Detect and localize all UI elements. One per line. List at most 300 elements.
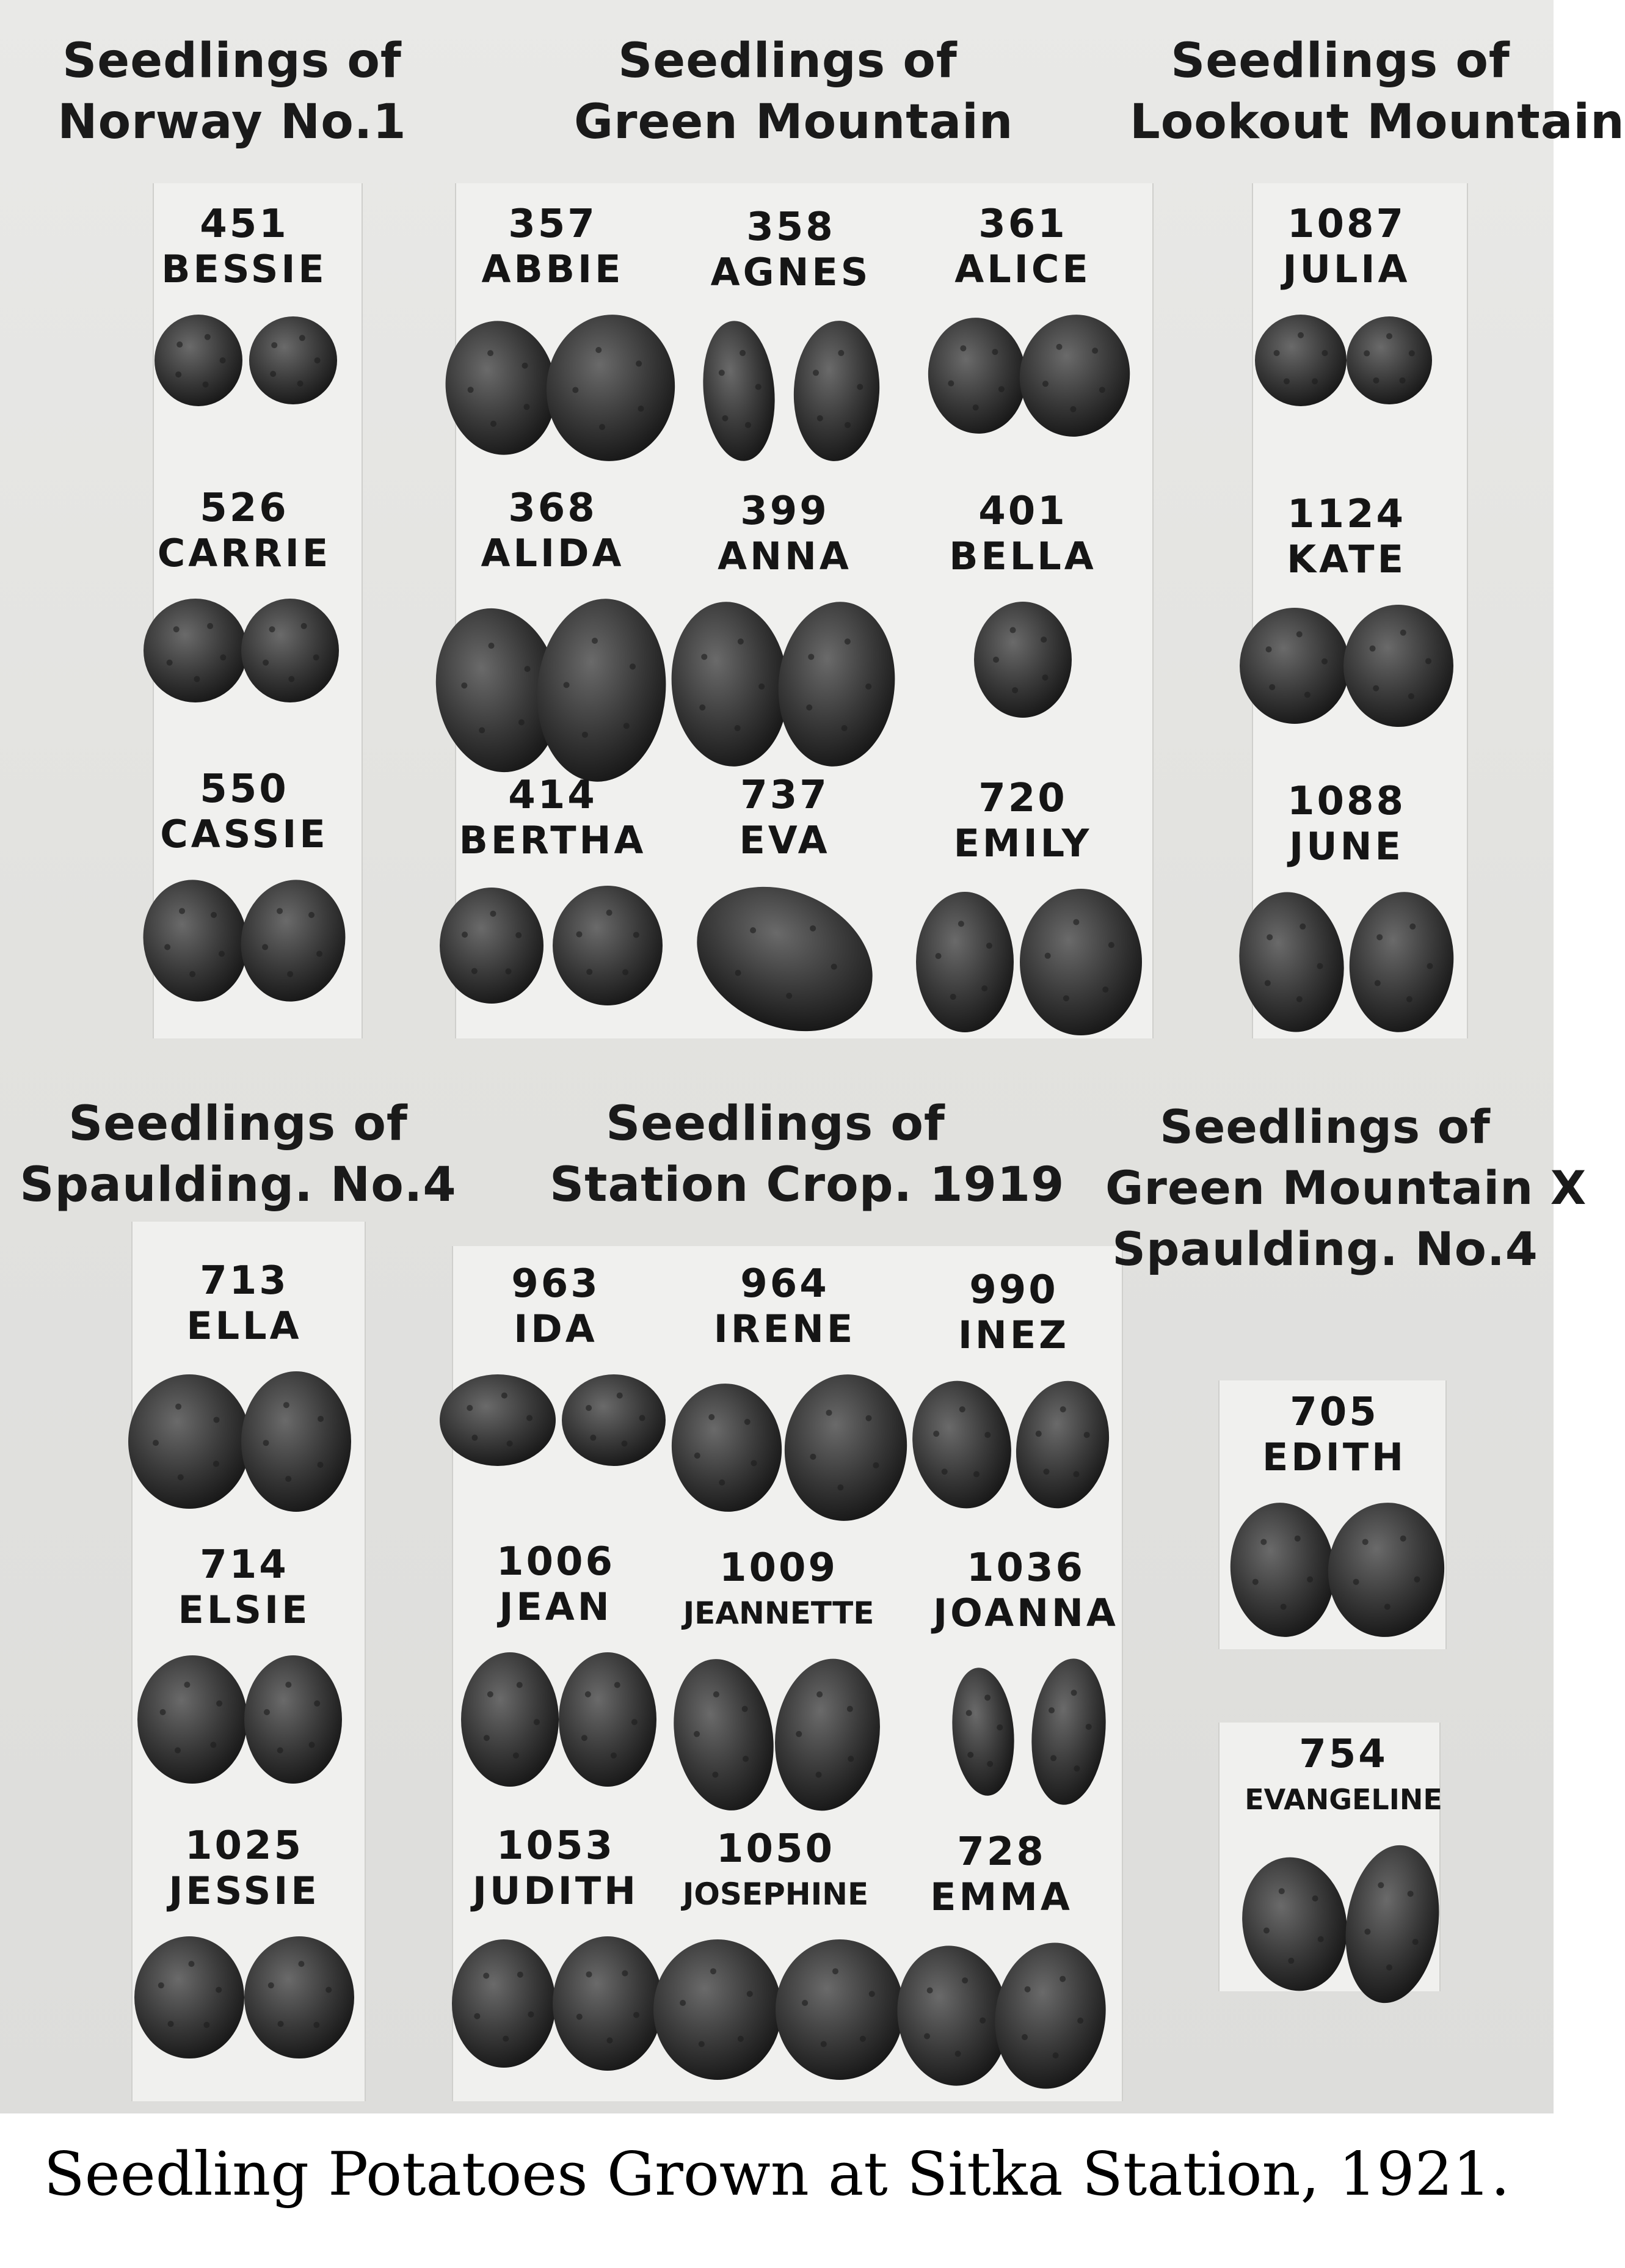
potato-eye <box>461 682 467 688</box>
potato-eye <box>680 2000 686 2006</box>
potato-eye <box>980 2018 986 2024</box>
potato-eye <box>699 2041 705 2047</box>
potato-eye <box>973 404 979 410</box>
potato-eye <box>1362 1539 1369 1545</box>
potato-eye <box>301 623 307 629</box>
potato-eye <box>468 387 474 393</box>
potato-eye <box>189 971 195 977</box>
potato-eye <box>847 1706 853 1712</box>
potato-eye <box>933 1431 939 1437</box>
potato-eye <box>184 1682 190 1688</box>
variety-number: 720 <box>978 776 1067 821</box>
potato-eye <box>586 1405 592 1411</box>
potato-eye <box>758 684 765 690</box>
potato-eye <box>178 1474 184 1480</box>
potato-eye <box>1108 942 1114 948</box>
potato-eye <box>743 1756 749 1762</box>
potato-eye <box>314 357 321 363</box>
variety-label <box>644 1545 913 1636</box>
potato-eye <box>153 1440 159 1446</box>
potato-eye <box>285 1476 291 1482</box>
potato-eye <box>467 1405 473 1411</box>
potato-eye <box>517 1972 523 1978</box>
potato-tuber <box>137 1655 247 1784</box>
variety-name: CARRIE <box>157 531 332 575</box>
potato-eye <box>1373 377 1379 384</box>
potato-eye <box>1263 1928 1270 1934</box>
potato-eye <box>1353 1579 1359 1585</box>
potato-eye <box>998 386 1005 392</box>
potato-eye <box>1321 350 1328 356</box>
potato-eye <box>1288 1958 1294 1964</box>
potato-eye <box>297 381 304 387</box>
potato-eye <box>719 370 725 376</box>
potato-eye <box>958 921 964 927</box>
potato-eye <box>1042 381 1049 387</box>
potato-eye <box>505 968 511 974</box>
potato-tuber <box>666 1379 787 1517</box>
potato-eye <box>175 371 181 377</box>
potato-eye <box>993 657 999 663</box>
variety-name: EMMA <box>930 1875 1073 1919</box>
potato-tuber <box>134 872 257 1010</box>
potato-tuber <box>1232 1849 1358 1999</box>
potato-eye <box>268 1982 274 1988</box>
potato-eye <box>277 908 283 914</box>
potato-eye <box>1092 348 1098 354</box>
potato-eye <box>219 950 225 957</box>
potato-eye <box>630 663 636 669</box>
potato-eye <box>927 1988 933 1994</box>
potato-eye <box>1074 1765 1080 1771</box>
potato-eye <box>271 342 277 348</box>
potato-eye <box>1414 1577 1420 1583</box>
potato-tuber <box>1012 307 1138 443</box>
potato-eye <box>581 1735 587 1741</box>
variety-label <box>110 1823 379 1914</box>
potato-tuber <box>437 314 565 462</box>
potato-eye <box>318 1462 324 1468</box>
potato-eye <box>955 2051 961 2057</box>
potato-eye <box>1364 1928 1370 1934</box>
potato-pair <box>104 593 385 788</box>
potato-eye <box>1409 924 1416 930</box>
potato-eye <box>750 927 756 933</box>
potato-eye <box>837 1484 843 1490</box>
potato-eye <box>1022 2034 1028 2040</box>
potato-eye <box>572 387 578 393</box>
potato-eye <box>735 725 741 731</box>
potato-eye <box>747 1991 753 1997</box>
potato-eye <box>203 381 209 387</box>
potato-eye <box>622 1970 628 1976</box>
potato-pair <box>104 308 385 504</box>
potato-tuber <box>244 1655 342 1784</box>
variety-label <box>1200 1390 1469 1480</box>
potato-eye <box>507 1440 513 1446</box>
potato-eye <box>806 704 812 710</box>
potato-tuber <box>765 1652 889 1817</box>
potato-eye <box>1274 350 1280 356</box>
potato-eye <box>1050 1755 1056 1761</box>
potato-eye <box>167 660 173 666</box>
potato-tuber <box>155 315 242 406</box>
potato-eye <box>966 1710 972 1716</box>
potato-pair <box>1203 1839 1484 2034</box>
potato-pair <box>104 873 385 1069</box>
potato-eye <box>483 1972 489 1978</box>
potato-eye <box>462 932 468 938</box>
potato-eye <box>712 1771 718 1778</box>
variety-name: JULIA <box>1282 247 1411 291</box>
potato-eye <box>1269 684 1275 690</box>
potato-eye <box>1012 687 1018 693</box>
potato-eye <box>1267 934 1273 940</box>
variety-label <box>1212 202 1481 292</box>
potato-eye <box>1266 646 1272 652</box>
potato-eye <box>313 654 319 660</box>
variety-number: 358 <box>746 205 835 250</box>
potato-eye <box>1010 627 1016 633</box>
photo-caption: Seedling Potatoes Grown at Sitka Station, 1921. <box>43 2140 1510 2209</box>
variety-name: AGNES <box>710 250 871 294</box>
variety-label <box>889 489 1157 579</box>
variety-label <box>650 773 919 863</box>
potato-eye <box>590 1435 596 1441</box>
potato-eye <box>213 1460 219 1467</box>
potato-eye <box>277 1748 283 1754</box>
potato-tuber <box>1343 605 1453 727</box>
potato-eye <box>263 1440 269 1446</box>
potato-eye <box>742 1706 748 1712</box>
potato-eye <box>622 1440 628 1446</box>
potato-eye <box>1045 953 1051 959</box>
variety-name: IRENE <box>713 1307 856 1351</box>
potato-tuber <box>452 1939 556 2068</box>
potato-eye <box>796 1731 802 1737</box>
potato-eye <box>924 2033 930 2040</box>
potato-tuber <box>144 599 247 702</box>
potato-tuber <box>1020 889 1142 1035</box>
variety-label <box>418 486 687 576</box>
potato-tuber <box>665 597 795 771</box>
potato-eye <box>831 964 837 970</box>
variety-label <box>892 1545 1160 1636</box>
potato-eye <box>471 968 478 974</box>
variety-name: JEAN <box>499 1584 613 1629</box>
potato-eye <box>576 932 582 938</box>
potato-eye <box>786 993 792 999</box>
potato-eye <box>528 2011 534 2018</box>
potato-eye <box>1043 1468 1049 1475</box>
potato-eye <box>298 1961 304 1967</box>
potato-eye <box>810 925 816 932</box>
variety-label <box>656 205 925 295</box>
variety-label <box>110 486 379 576</box>
heading-station-crop: Seedlings of Station Crop. 1919 <box>550 1096 1065 1212</box>
heading-norway: Seedlings of Norway No.1 <box>57 34 407 150</box>
potato-tuber <box>440 1374 556 1466</box>
potato-tuber <box>916 892 1014 1032</box>
potato-eye <box>585 1691 591 1697</box>
potato-eye <box>287 971 293 977</box>
potato-tuber <box>241 599 339 702</box>
variety-name: ALIDA <box>481 531 625 575</box>
potato-eye <box>1073 1471 1079 1477</box>
heading-lookout-mountain: Seedlings of Lookout Mountain <box>1130 34 1625 150</box>
potato-eye <box>592 638 598 644</box>
variety-number: 399 <box>740 489 829 534</box>
potato-pair <box>882 308 1163 504</box>
variety-label <box>110 767 379 857</box>
potato-tuber <box>1336 1839 1449 2009</box>
potato-eye <box>160 1709 166 1715</box>
potato-eye <box>176 341 183 348</box>
variety-label <box>110 1542 379 1633</box>
potato-eye <box>713 1691 719 1697</box>
potato-tuber <box>790 318 883 463</box>
potato-eye <box>1281 1603 1287 1610</box>
potato-eye <box>1077 2018 1083 2024</box>
potato-pair <box>1206 886 1487 1081</box>
potato-eye <box>1400 1536 1406 1542</box>
potato-tuber <box>128 1374 250 1509</box>
potato-eye <box>1060 1976 1066 1982</box>
potato-eye <box>325 1987 332 1993</box>
potato-eye <box>948 381 954 387</box>
potato-eye <box>986 943 992 949</box>
potato-eye <box>1400 377 1406 384</box>
potato-eye <box>1295 1536 1301 1542</box>
potato-eye <box>1296 631 1303 637</box>
potato-eye <box>1386 1964 1392 1971</box>
potato-pair <box>882 596 1163 791</box>
potato-tuber <box>1343 888 1459 1037</box>
variety-label <box>650 1261 919 1352</box>
variety-number: 1025 <box>184 1823 304 1869</box>
variety-number: 1009 <box>719 1545 838 1591</box>
variety-label <box>418 773 687 863</box>
potato-eye <box>694 1731 700 1737</box>
potato-eye <box>484 1735 490 1741</box>
potato-eye <box>967 1752 973 1758</box>
variety-name: EVA <box>739 818 831 862</box>
potato-eye <box>586 1971 592 1977</box>
potato-eye <box>517 1682 523 1688</box>
potato-eye <box>490 911 496 917</box>
potato-tuber <box>1347 316 1432 404</box>
potato-tuber <box>241 1371 351 1512</box>
potato-tuber <box>697 318 780 464</box>
variety-name: JUDITH <box>472 1869 639 1913</box>
potato-eye <box>832 1968 838 1974</box>
variety-name: ANNA <box>718 534 852 578</box>
potato-tuber <box>947 1665 1019 1798</box>
potato-eye <box>1312 1895 1318 1902</box>
potato-eye <box>263 660 269 666</box>
variety-number: 526 <box>200 486 289 531</box>
potato-eye <box>316 950 322 957</box>
potato-tuber <box>249 316 337 404</box>
potato-eye <box>738 2036 744 2042</box>
potato-pair <box>1194 1497 1475 1692</box>
potato-eye <box>285 1682 291 1688</box>
potato-tuber <box>903 1373 1021 1517</box>
potato-eye <box>1296 996 1303 1002</box>
variety-name: BESSIE <box>161 247 327 291</box>
variety-label <box>1209 1732 1478 1822</box>
potato-eye <box>168 2021 174 2027</box>
potato-eye <box>816 1771 822 1778</box>
variety-label <box>1212 492 1481 582</box>
potato-eye <box>523 404 529 410</box>
potato-eye <box>1376 934 1383 940</box>
variety-name: EMILY <box>953 821 1092 866</box>
variety-number: 357 <box>508 202 597 247</box>
potato-eye <box>623 723 630 729</box>
variety-number: 1036 <box>966 1545 1086 1591</box>
potato-eye <box>1099 387 1105 393</box>
potato-eye <box>1102 986 1108 993</box>
potato-eye <box>314 1701 320 1707</box>
potato-eye <box>262 944 268 950</box>
potato-eye <box>987 1761 993 1767</box>
potato-eye <box>1425 658 1431 664</box>
potato-eye <box>755 384 762 390</box>
potato-eye <box>216 1987 222 1993</box>
potato-eye <box>1298 332 1304 338</box>
variety-number: 401 <box>978 489 1067 534</box>
potato-tuber <box>1255 315 1347 406</box>
variety-number: 361 <box>978 202 1067 247</box>
variety-number: 414 <box>508 773 597 818</box>
potato-eye <box>981 985 987 991</box>
potato-pair <box>861 1936 1142 2132</box>
potato-eye <box>188 1961 194 1967</box>
potato-eye <box>611 1752 617 1759</box>
variety-label <box>889 776 1157 866</box>
variety-number: 964 <box>740 1261 829 1307</box>
potato-eye <box>211 912 217 918</box>
potato-eye <box>744 1419 751 1425</box>
potato-eye <box>1386 333 1392 339</box>
variety-name: INEZ <box>958 1313 1070 1357</box>
potato-tuber <box>231 872 355 1010</box>
potato-eye <box>1071 1690 1077 1696</box>
potato-tuber <box>663 1651 785 1818</box>
potato-eye <box>522 363 528 369</box>
potato-eye <box>1321 658 1328 665</box>
potato-eye <box>501 1393 507 1399</box>
potato-pair <box>882 883 1163 1078</box>
potato-eye <box>838 350 844 356</box>
potato-eye <box>1312 378 1318 384</box>
variety-name: ELSIE <box>178 1588 311 1632</box>
potato-eye <box>1378 1882 1384 1888</box>
potato-eye <box>1252 1579 1259 1585</box>
variety-number: 705 <box>1290 1390 1379 1435</box>
potato-eye <box>158 1982 164 1988</box>
potato-eye <box>1265 980 1271 986</box>
variety-label <box>110 1258 379 1349</box>
potato-eye <box>636 360 642 366</box>
variety-name: ABBIE <box>481 247 624 291</box>
potato-eye <box>599 424 605 430</box>
potato-eye <box>1084 1432 1090 1438</box>
heading-green-mountain: Seedlings of Green Mountain <box>574 34 1014 150</box>
potato-eye <box>1300 924 1306 930</box>
potato-eye <box>471 1435 478 1441</box>
potato-eye <box>826 1410 832 1416</box>
potato-pair <box>104 1649 385 1845</box>
potato-eye <box>270 371 276 377</box>
potato-eye <box>518 720 525 726</box>
potato-tuber <box>653 1939 782 2080</box>
potato-eye <box>1408 693 1414 699</box>
potato-eye <box>309 1742 315 1748</box>
potato-eye <box>595 347 602 353</box>
potato-tuber <box>1323 1498 1450 1642</box>
variety-number: 1006 <box>496 1539 616 1584</box>
potato-eye <box>816 1691 823 1697</box>
potato-eye <box>701 654 707 660</box>
variety-label <box>650 489 919 579</box>
potato-eye <box>845 638 851 644</box>
potato-eye <box>857 384 863 390</box>
potato-eye <box>973 1471 980 1477</box>
potato-eye <box>1370 646 1376 652</box>
potato-tuber <box>1225 1498 1340 1641</box>
potato-tuber <box>1006 1374 1119 1516</box>
variety-number: 368 <box>508 486 597 531</box>
potato-eye <box>1279 1888 1285 1894</box>
potato-eye <box>269 626 275 632</box>
potato-eye <box>984 1694 991 1701</box>
potato-tuber <box>244 1936 354 2058</box>
potato-eye <box>735 970 741 976</box>
variety-name: JUNE <box>1289 824 1404 869</box>
potato-eye <box>1060 1406 1066 1412</box>
potato-tuber <box>440 888 543 1004</box>
potato-eye <box>622 969 628 975</box>
variety-name: KATE <box>1287 537 1406 582</box>
potato-tuber <box>974 602 1072 718</box>
potato-tuber <box>461 1652 559 1787</box>
potato-eye <box>515 932 522 938</box>
potato-eye <box>503 2036 509 2042</box>
potato-eye <box>738 638 744 644</box>
potato-eye <box>606 910 613 916</box>
potato-eye <box>164 944 170 950</box>
potato-eye <box>1056 344 1063 350</box>
potato-pair <box>1206 308 1487 504</box>
potato-eye <box>264 1709 270 1715</box>
variety-number: 550 <box>200 767 289 812</box>
potato-eye <box>962 1977 968 1983</box>
potato-eye <box>1375 980 1381 986</box>
potato-eye <box>842 725 848 731</box>
variety-name: JEANNETTE <box>683 1595 874 1631</box>
potato-eye <box>745 422 751 428</box>
potato-eye <box>848 1756 854 1762</box>
potato-eye <box>173 626 180 632</box>
potato-eye <box>813 370 819 376</box>
potato-pair <box>638 1652 919 1848</box>
potato-eye <box>997 1724 1003 1730</box>
potato-eye <box>1063 995 1069 1001</box>
variety-name: JESSIE <box>169 1869 320 1913</box>
potato-eye <box>810 1454 816 1460</box>
